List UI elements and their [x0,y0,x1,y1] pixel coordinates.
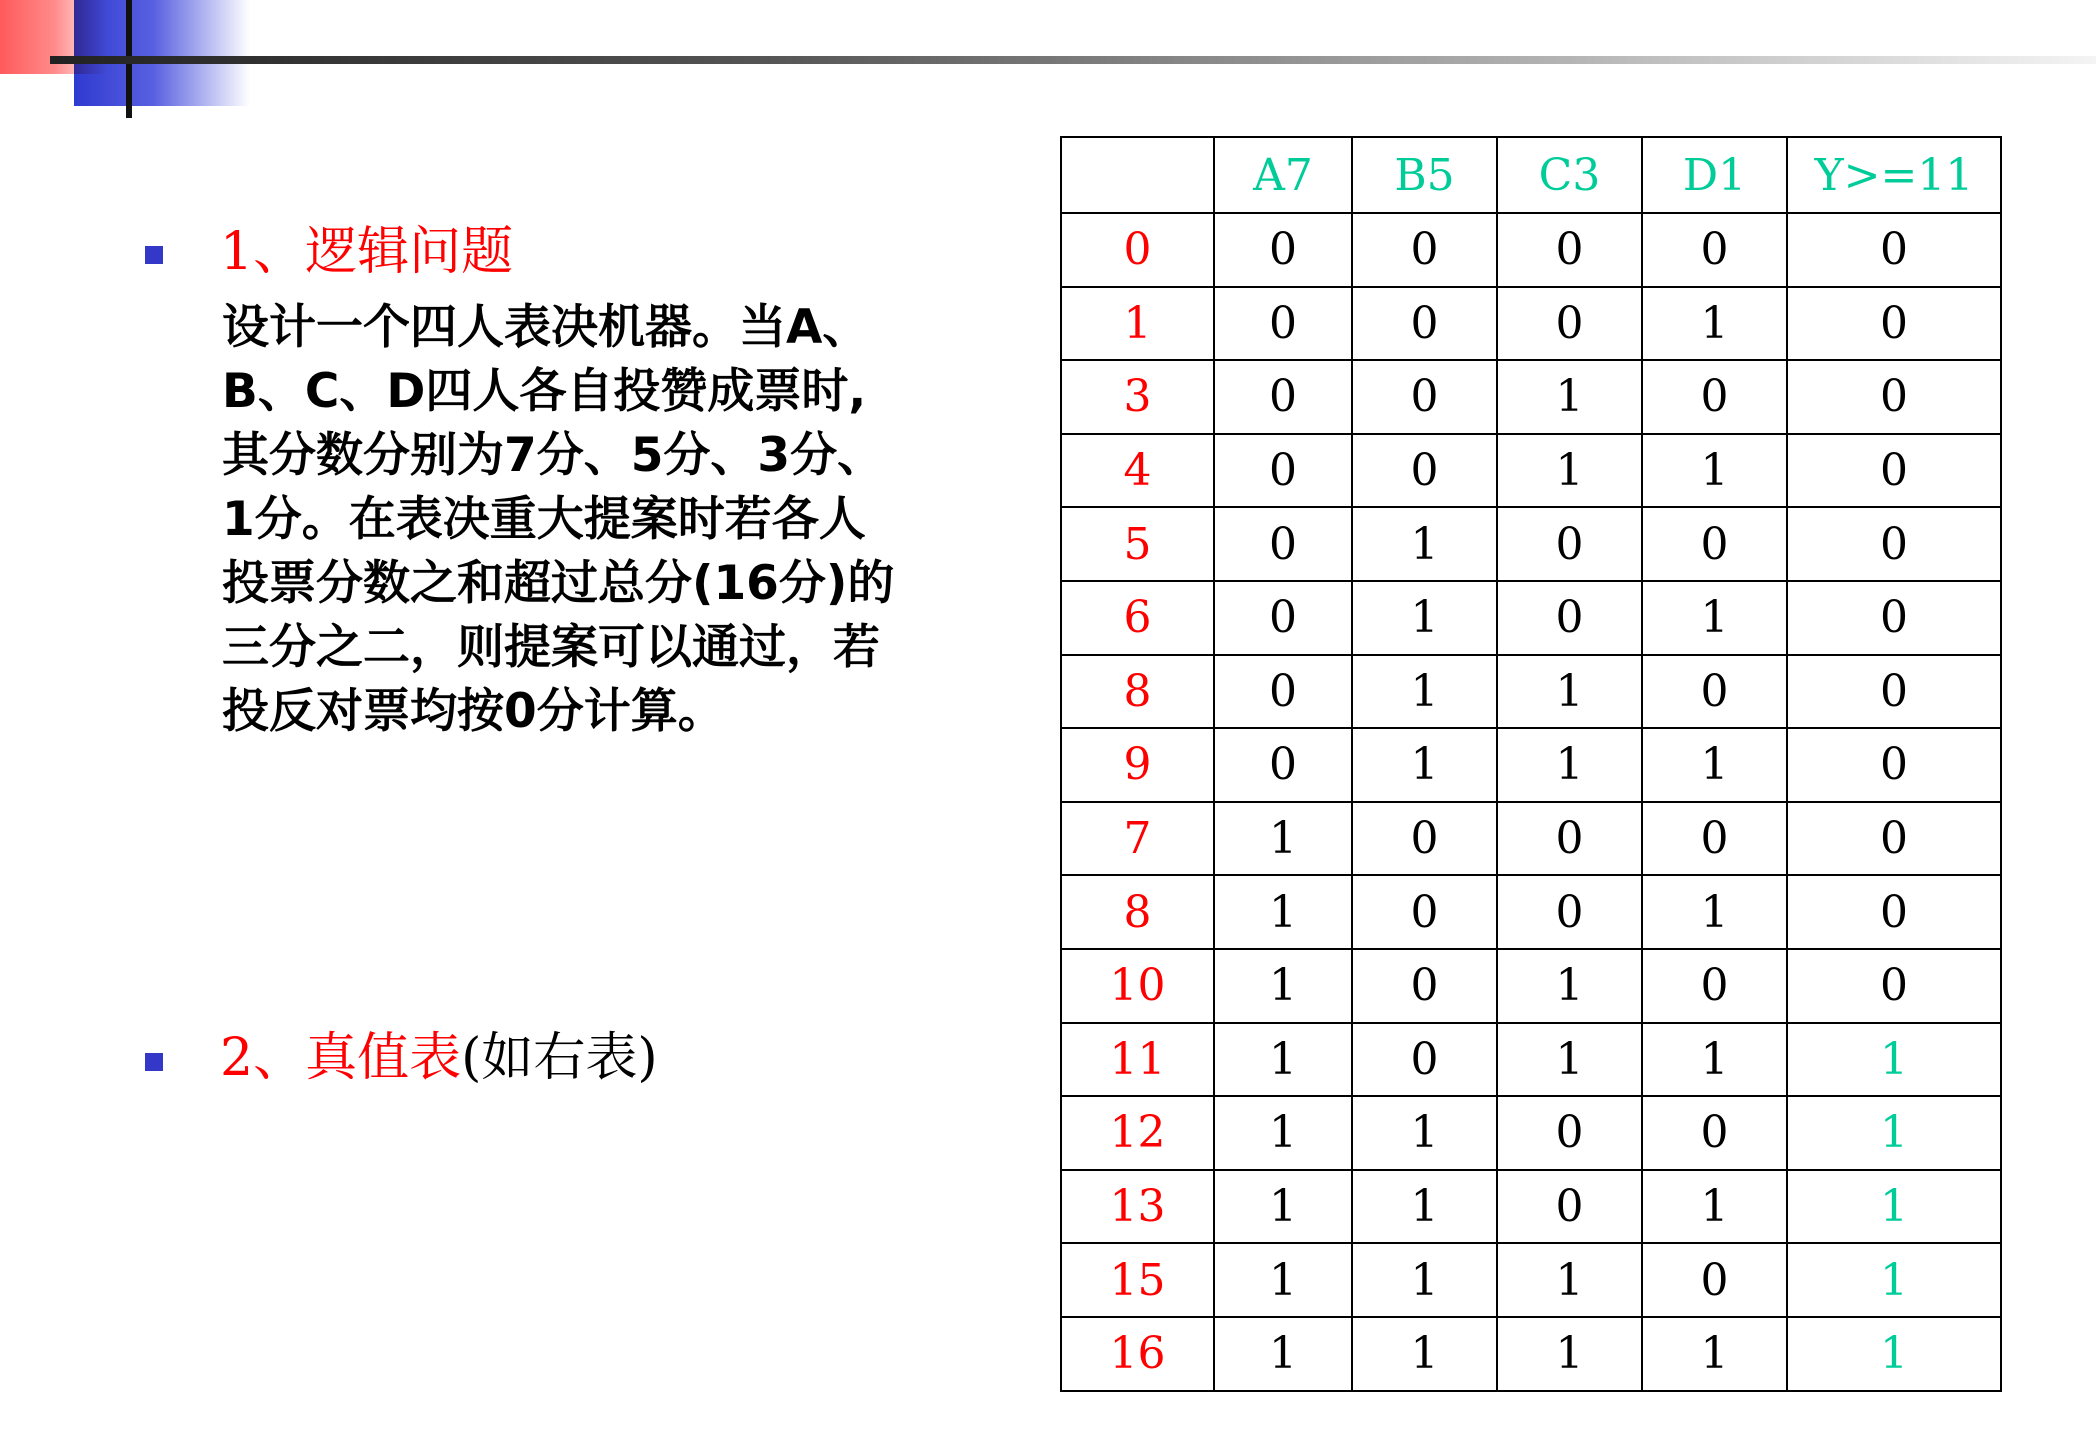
cell-d1: 1 [1642,581,1787,655]
header-cell-a7: A7 [1214,137,1352,213]
blue-gradient-block [74,0,250,106]
cell-b5: 1 [1352,1170,1497,1244]
section1-heading: 1、逻辑问题 [220,222,514,282]
cell-y: 0 [1787,655,2001,729]
table-row [1061,949,2001,1023]
table-row [1061,1096,2001,1170]
table-row [1061,213,2001,287]
description-line: 三分之二，则提案可以通过，若 [222,620,880,675]
cell-c3: 1 [1497,949,1642,1023]
cell-d1: 0 [1642,1096,1787,1170]
header-cell-c3: C3 [1497,137,1642,213]
cell-y: 1 [1787,1170,2001,1244]
cell-b5: 0 [1352,287,1497,361]
cell-index: 11 [1061,1023,1214,1097]
description-line: B、C、D四人各自投赞成票时, [222,364,867,419]
cell-a7: 1 [1214,1023,1352,1097]
cell-index: 8 [1061,655,1214,729]
cell-index: 6 [1061,581,1214,655]
cell-d1: 1 [1642,1023,1787,1097]
cell-a7: 1 [1214,875,1352,949]
table-header-row [1061,137,2001,213]
cell-y: 0 [1787,213,2001,287]
cell-d1: 1 [1642,434,1787,508]
cell-d1: 0 [1642,360,1787,434]
cell-a7: 1 [1214,802,1352,876]
table-row [1061,1243,2001,1317]
cell-d1: 1 [1642,875,1787,949]
cell-b5: 0 [1352,213,1497,287]
cell-b5: 0 [1352,875,1497,949]
cell-a7: 1 [1214,1170,1352,1244]
description-line: 投票分数之和超过总分(16分)的 [222,556,895,611]
cell-d1: 1 [1642,728,1787,802]
cell-d1: 1 [1642,1317,1787,1391]
cell-index: 12 [1061,1096,1214,1170]
cell-d1: 0 [1642,949,1787,1023]
cell-index: 7 [1061,802,1214,876]
cell-y: 0 [1787,360,2001,434]
cell-y: 0 [1787,507,2001,581]
cell-y: 0 [1787,949,2001,1023]
cell-a7: 0 [1214,360,1352,434]
cell-d1: 1 [1642,1170,1787,1244]
header-rule [50,56,2096,64]
table-row [1061,1170,2001,1244]
cell-c3: 1 [1497,1023,1642,1097]
cell-a7: 1 [1214,1317,1352,1391]
table-row [1061,655,2001,729]
cell-a7: 0 [1214,507,1352,581]
cell-index: 4 [1061,434,1214,508]
cell-c3: 1 [1497,655,1642,729]
problem-description [222,296,1002,744]
cell-c3: 0 [1497,1096,1642,1170]
cell-a7: 0 [1214,581,1352,655]
cell-c3: 1 [1497,1317,1642,1391]
cell-b5: 1 [1352,581,1497,655]
cell-index: 15 [1061,1243,1214,1317]
cell-b5: 1 [1352,728,1497,802]
cell-b5: 1 [1352,1096,1497,1170]
table-row [1061,287,2001,361]
section2-heading-text: 2、真值表 [220,1028,462,1088]
cell-b5: 0 [1352,360,1497,434]
cell-index: 5 [1061,507,1214,581]
cell-y: 1 [1787,1023,2001,1097]
cell-y: 0 [1787,434,2001,508]
cell-d1: 0 [1642,1243,1787,1317]
description-line: 设计一个四人表决机器。当A、 [222,300,870,355]
cell-index: 0 [1061,213,1214,287]
description-line: 其分数分别为7分、5分、3分、 [222,428,885,483]
cell-b5: 0 [1352,434,1497,508]
cell-c3: 1 [1497,728,1642,802]
cell-c3: 0 [1497,875,1642,949]
table-row [1061,434,2001,508]
cell-c3: 1 [1497,360,1642,434]
cell-c3: 0 [1497,287,1642,361]
cell-a7: 1 [1214,1096,1352,1170]
table-row [1061,360,2001,434]
cell-c3: 1 [1497,1243,1642,1317]
cell-y: 1 [1787,1096,2001,1170]
table-row [1061,1317,2001,1391]
table-row [1061,507,2001,581]
cell-index: 10 [1061,949,1214,1023]
cell-y: 1 [1787,1243,2001,1317]
cell-d1: 1 [1642,287,1787,361]
cell-index: 8 [1061,875,1214,949]
cell-a7: 0 [1214,655,1352,729]
cell-a7: 1 [1214,949,1352,1023]
cell-index: 3 [1061,360,1214,434]
bullet-square-icon [145,1053,163,1071]
cell-d1: 0 [1642,213,1787,287]
table-row [1061,875,2001,949]
cell-c3: 0 [1497,581,1642,655]
cell-b5: 1 [1352,507,1497,581]
cell-d1: 0 [1642,802,1787,876]
cell-b5: 0 [1352,949,1497,1023]
cell-y: 0 [1787,802,2001,876]
cell-c3: 0 [1497,802,1642,876]
cell-y: 1 [1787,1317,2001,1391]
description-line: 投反对票均按0分计算。 [222,684,725,739]
header-cell-index [1061,137,1214,213]
cell-y: 0 [1787,581,2001,655]
cell-index: 9 [1061,728,1214,802]
cell-a7: 0 [1214,728,1352,802]
cell-c3: 1 [1497,434,1642,508]
cell-a7: 0 [1214,434,1352,508]
cell-b5: 1 [1352,1243,1497,1317]
cell-a7: 0 [1214,213,1352,287]
cell-c3: 0 [1497,213,1642,287]
cell-index: 13 [1061,1170,1214,1244]
cell-index: 1 [1061,287,1214,361]
cell-index: 16 [1061,1317,1214,1391]
table-row [1061,802,2001,876]
truth-table [1060,136,2002,1392]
header-cell-y: Y>=11 [1787,137,2001,213]
cell-y: 0 [1787,875,2001,949]
table-row [1061,581,2001,655]
cell-d1: 0 [1642,507,1787,581]
cell-b5: 0 [1352,1023,1497,1097]
section2-heading [220,1028,658,1088]
cell-y: 0 [1787,287,2001,361]
cell-c3: 0 [1497,1170,1642,1244]
cell-b5: 0 [1352,802,1497,876]
cell-b5: 1 [1352,655,1497,729]
cell-c3: 0 [1497,507,1642,581]
section2-heading-suffix: (如右表) [461,1028,658,1088]
table-row [1061,728,2001,802]
table-row [1061,1023,2001,1097]
cell-b5: 1 [1352,1317,1497,1391]
cell-d1: 0 [1642,655,1787,729]
bullet-square-icon [145,246,163,264]
description-line: 1分。在表决重大提案时若各人 [222,492,866,547]
cell-a7: 1 [1214,1243,1352,1317]
truth-table-body [1061,213,2001,1391]
header-cell-d1: D1 [1642,137,1787,213]
cell-a7: 0 [1214,287,1352,361]
header-cell-b5: B5 [1352,137,1497,213]
cell-y: 0 [1787,728,2001,802]
